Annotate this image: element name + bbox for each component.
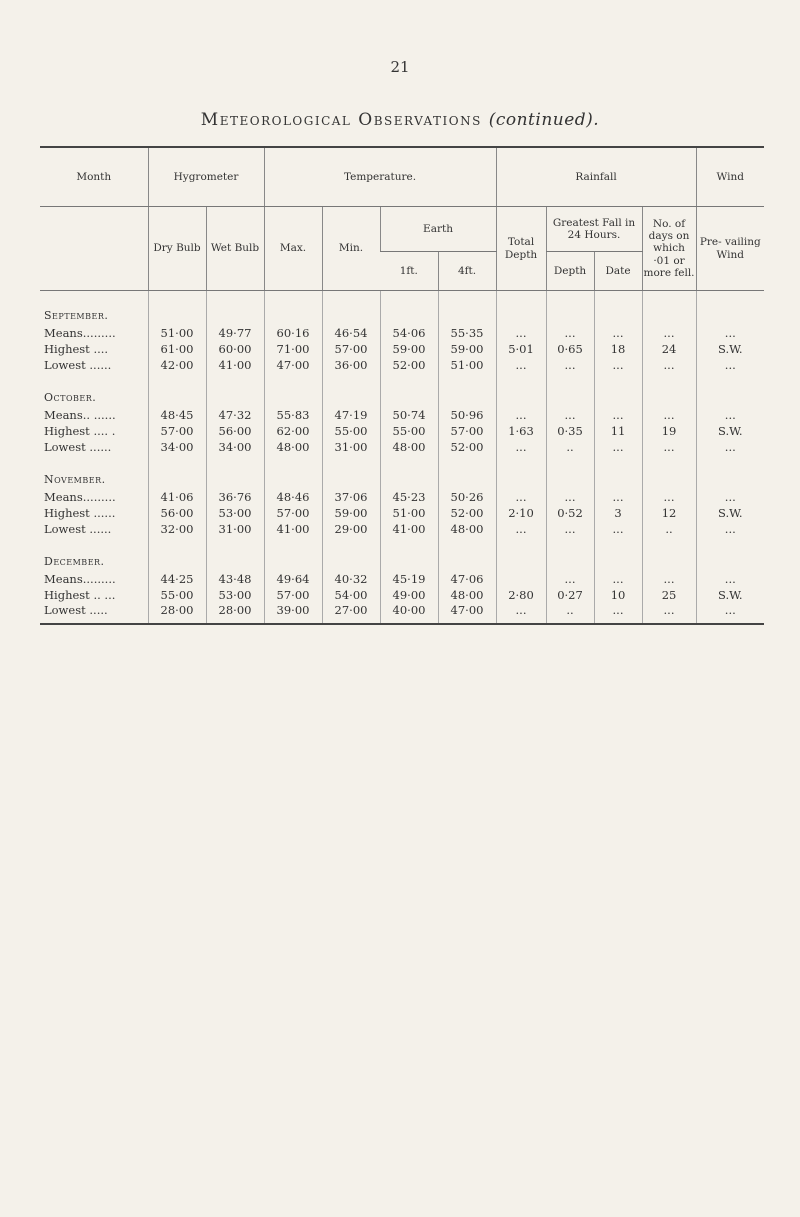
spacer-cell	[148, 537, 206, 545]
empty-cell	[594, 463, 642, 489]
empty-cell	[642, 381, 696, 407]
table-cell: ...	[696, 603, 764, 624]
row-label: Lowest ......	[44, 358, 112, 372]
month-heading-row	[40, 381, 764, 407]
table-cell: S.W.	[696, 341, 764, 357]
empty-cell	[438, 381, 496, 407]
table-cell: 11	[594, 423, 642, 439]
row-label: Highest ....	[44, 342, 109, 356]
table-cell: 47·06	[438, 571, 496, 587]
table-cell: ...	[642, 357, 696, 373]
row-label: Means.........	[44, 490, 116, 504]
empty-cell	[546, 381, 594, 407]
spacer-cell	[642, 455, 696, 463]
table-cell: 3	[594, 505, 642, 521]
empty-cell	[148, 545, 206, 571]
empty-cell	[546, 545, 594, 571]
table-cell: 50·74	[380, 407, 438, 423]
table-cell: ...	[546, 407, 594, 423]
spacer-cell	[594, 455, 642, 463]
table-cell: 44·25	[148, 571, 206, 587]
empty-cell	[206, 545, 264, 571]
table-cell: 56·00	[148, 505, 206, 521]
table-cell: 57·00	[264, 587, 322, 603]
table-cell: 48·00	[264, 439, 322, 455]
table-cell: 53·00	[206, 505, 264, 521]
table-cell: ...	[594, 407, 642, 423]
table-cell: 36·76	[206, 489, 264, 505]
spacer-cell	[438, 455, 496, 463]
table-row	[40, 571, 764, 587]
spacer-cell	[264, 455, 322, 463]
table-cell: ...	[594, 521, 642, 537]
table-cell: 48·45	[148, 407, 206, 423]
table-row	[40, 325, 764, 341]
table-cell: ...	[546, 571, 594, 587]
spacer-row	[40, 373, 764, 381]
spacer-cell	[380, 455, 438, 463]
table-cell: 47·19	[322, 407, 380, 423]
table-cell: 57·00	[322, 341, 380, 357]
empty-cell	[496, 291, 546, 326]
table-cell: 18	[594, 341, 642, 357]
table-cell: 71·00	[264, 341, 322, 357]
header-min: Min.	[322, 207, 380, 291]
header-depth: Depth	[546, 252, 594, 291]
table-row	[40, 505, 764, 521]
empty-cell	[696, 291, 764, 326]
table-cell: ...	[642, 571, 696, 587]
table-cell: 48·00	[438, 521, 496, 537]
table-cell: ...	[642, 439, 696, 455]
header-greatest-fall: Greatest Fall in 24 Hours.	[546, 207, 642, 252]
empty-cell	[438, 545, 496, 571]
spacer-cell	[496, 373, 546, 381]
table-cell: 41·00	[380, 521, 438, 537]
table-row	[40, 521, 764, 537]
table-cell: ...	[696, 325, 764, 341]
spacer-cell	[206, 537, 264, 545]
spacer-cell	[206, 373, 264, 381]
table-cell: 61·00	[148, 341, 206, 357]
table-cell: ...	[546, 489, 594, 505]
table-row	[40, 407, 764, 423]
table-cell: ...	[594, 571, 642, 587]
spacer-cell	[696, 537, 764, 545]
table-cell: 41·00	[264, 521, 322, 537]
table-cell: ...	[496, 357, 546, 373]
empty-cell	[322, 291, 380, 326]
table-row	[40, 341, 764, 357]
empty-cell	[264, 291, 322, 326]
empty-cell	[380, 291, 438, 326]
empty-cell	[594, 381, 642, 407]
spacer-cell	[594, 537, 642, 545]
table-cell: 48·00	[380, 439, 438, 455]
table-cell: ...	[594, 489, 642, 505]
spacer-cell	[438, 537, 496, 545]
table-cell: 51·00	[148, 325, 206, 341]
table-cell: 25	[642, 587, 696, 603]
table-cell: ...	[496, 439, 546, 455]
empty-cell	[380, 381, 438, 407]
table-cell: 19	[642, 423, 696, 439]
table-cell: 57·00	[438, 423, 496, 439]
table-cell: 40·32	[322, 571, 380, 587]
row-label: Means.........	[44, 326, 116, 340]
table-cell: 0·35	[546, 423, 594, 439]
empty-cell	[594, 291, 642, 326]
table-cell: S.W.	[696, 505, 764, 521]
table-cell: 31·00	[322, 439, 380, 455]
table-cell: ...	[642, 603, 696, 624]
empty-cell	[148, 463, 206, 489]
empty-cell	[642, 291, 696, 326]
spacer-cell	[496, 455, 546, 463]
empty-cell	[206, 291, 264, 326]
spacer-cell	[206, 455, 264, 463]
table-cell: 34·00	[206, 439, 264, 455]
spacer-cell	[546, 373, 594, 381]
table-cell: ...	[496, 521, 546, 537]
empty-cell	[642, 545, 696, 571]
table-cell: ..	[546, 603, 594, 624]
table-cell: 49·64	[264, 571, 322, 587]
table-cell: ...	[696, 489, 764, 505]
spacer-cell	[40, 537, 148, 545]
empty-cell	[264, 545, 322, 571]
table-cell: ...	[696, 407, 764, 423]
table-cell: 37·06	[322, 489, 380, 505]
spacer-cell	[496, 537, 546, 545]
spacer-cell	[322, 455, 380, 463]
spacer-cell	[546, 455, 594, 463]
table-cell: 54·06	[380, 325, 438, 341]
header-earth-1ft: 1ft.	[380, 252, 438, 291]
table-cell: ...	[496, 407, 546, 423]
spacer-cell	[322, 373, 380, 381]
empty-cell	[496, 463, 546, 489]
table-cell: ...	[696, 571, 764, 587]
table-cell: 10	[594, 587, 642, 603]
header-hygrometer: Hygrometer	[148, 147, 264, 207]
table-cell: 47·00	[438, 603, 496, 624]
table-cell: S.W.	[696, 423, 764, 439]
table-cell: ...	[594, 603, 642, 624]
spacer-cell	[594, 373, 642, 381]
table-cell: 29·00	[322, 521, 380, 537]
empty-cell	[642, 463, 696, 489]
spacer-cell	[264, 373, 322, 381]
table-cell: ...	[642, 489, 696, 505]
title-text: Meteorological Observations	[200, 110, 482, 130]
table-row	[40, 357, 764, 373]
table-cell: 50·96	[438, 407, 496, 423]
table-cell: ...	[696, 521, 764, 537]
empty-cell	[696, 545, 764, 571]
row-label: Lowest ......	[44, 440, 112, 454]
header-date: Date	[594, 252, 642, 291]
table-cell: 12	[642, 505, 696, 521]
spacer-row	[40, 455, 764, 463]
meteorological-table	[40, 146, 764, 625]
table-cell: 39·00	[264, 603, 322, 624]
table-cell: ...	[546, 521, 594, 537]
table-cell: 42·00	[148, 357, 206, 373]
table-cell: 41·00	[206, 357, 264, 373]
table-cell: ...	[594, 357, 642, 373]
header-temperature: Temperature.	[264, 147, 496, 207]
table-cell: 60·00	[206, 341, 264, 357]
table-cell: ..	[642, 521, 696, 537]
table-row	[40, 423, 764, 439]
table-cell: 52·00	[438, 505, 496, 521]
row-label: Highest .... .	[44, 424, 116, 438]
table-cell: ...	[546, 325, 594, 341]
table-row	[40, 439, 764, 455]
empty-cell	[438, 463, 496, 489]
table-cell: 47·32	[206, 407, 264, 423]
month-name: October.	[44, 390, 97, 404]
empty-cell	[322, 463, 380, 489]
row-label: Lowest .....	[40, 603, 148, 624]
table-row	[40, 489, 764, 505]
spacer-cell	[380, 373, 438, 381]
table-cell: 55·00	[322, 423, 380, 439]
table-cell: 5·01	[496, 341, 546, 357]
table-cell: 59·00	[438, 341, 496, 357]
row-label: Means.........	[44, 572, 116, 586]
table-cell: 54·00	[322, 587, 380, 603]
header-days: No. of days on which ·01 or more fell.	[642, 207, 696, 291]
table-cell: 59·00	[322, 505, 380, 521]
table-row	[40, 587, 764, 603]
table-cell: ...	[642, 325, 696, 341]
spacer-cell	[40, 455, 148, 463]
table-cell: 55·35	[438, 325, 496, 341]
table-cell: 59·00	[380, 341, 438, 357]
empty-cell	[546, 463, 594, 489]
table-cell: ...	[496, 603, 546, 624]
header-earth: Earth	[380, 207, 496, 252]
table-cell: ...	[594, 439, 642, 455]
header-wet-bulb: Wet Bulb	[206, 207, 264, 291]
table-cell: 49·00	[380, 587, 438, 603]
empty-cell	[696, 463, 764, 489]
empty-cell	[322, 381, 380, 407]
spacer-cell	[642, 373, 696, 381]
table-body	[40, 291, 764, 625]
empty-cell	[496, 545, 546, 571]
table-cell: 50·26	[438, 489, 496, 505]
month-name: December.	[44, 554, 105, 568]
table-row	[40, 603, 764, 624]
table-cell: 46·54	[322, 325, 380, 341]
table-cell	[496, 571, 546, 587]
table-cell: 57·00	[148, 423, 206, 439]
table-cell: 52·00	[438, 439, 496, 455]
table-cell: 32·00	[148, 521, 206, 537]
header-dry-bulb: Dry Bulb	[148, 207, 206, 291]
table-cell: 31·00	[206, 521, 264, 537]
empty-cell	[380, 545, 438, 571]
month-name: September.	[44, 308, 109, 322]
header-month-blank	[40, 207, 148, 291]
table-cell: 40·00	[380, 603, 438, 624]
table-cell: ...	[496, 325, 546, 341]
spacer-cell	[438, 373, 496, 381]
table-cell: 43·48	[206, 571, 264, 587]
table-cell: 51·00	[380, 505, 438, 521]
empty-cell	[148, 291, 206, 326]
table-cell: 48·46	[264, 489, 322, 505]
table-cell: 28·00	[148, 603, 206, 624]
table-cell: 57·00	[264, 505, 322, 521]
row-label: Highest ......	[44, 506, 116, 520]
table-cell: 45·23	[380, 489, 438, 505]
table-cell: 55·00	[148, 587, 206, 603]
table-cell: 56·00	[206, 423, 264, 439]
month-heading-row	[40, 463, 764, 489]
empty-cell	[438, 291, 496, 326]
table-cell: ...	[642, 407, 696, 423]
empty-cell	[380, 463, 438, 489]
header-rainfall: Rainfall	[496, 147, 696, 207]
header-month: Month	[40, 147, 148, 207]
month-name: November.	[44, 472, 106, 486]
table-cell: 24	[642, 341, 696, 357]
row-label: Means.. ......	[44, 408, 116, 422]
spacer-cell	[322, 537, 380, 545]
table-cell: ..	[546, 439, 594, 455]
header-prevailing-wind: Pre- vailing Wind	[696, 207, 764, 291]
table-cell: ...	[496, 489, 546, 505]
table-cell: 27·00	[322, 603, 380, 624]
title-suffix: (continued).	[488, 110, 600, 130]
row-label: Highest .. ...	[44, 588, 116, 602]
spacer-cell	[148, 455, 206, 463]
header-earth-4ft: 4ft.	[438, 252, 496, 291]
spacer-cell	[546, 537, 594, 545]
table-cell: ...	[594, 325, 642, 341]
empty-cell	[594, 545, 642, 571]
table-cell: 55·83	[264, 407, 322, 423]
month-heading-row	[40, 545, 764, 571]
spacer-cell	[148, 373, 206, 381]
spacer-cell	[642, 537, 696, 545]
table-cell: 28·00	[206, 603, 264, 624]
table-cell: 53·00	[206, 587, 264, 603]
table-cell: 1·63	[496, 423, 546, 439]
empty-cell	[496, 381, 546, 407]
table-cell: 41·06	[148, 489, 206, 505]
table-cell: 36·00	[322, 357, 380, 373]
table-cell: 34·00	[148, 439, 206, 455]
month-heading-row	[40, 291, 764, 326]
spacer-cell	[696, 373, 764, 381]
table-cell: 2·80	[496, 587, 546, 603]
empty-cell	[696, 381, 764, 407]
table-cell: 51·00	[438, 357, 496, 373]
page-title	[0, 110, 800, 130]
table-cell: 62·00	[264, 423, 322, 439]
empty-cell	[206, 463, 264, 489]
empty-cell	[264, 381, 322, 407]
spacer-row	[40, 537, 764, 545]
spacer-cell	[40, 373, 148, 381]
header-total-depth: Total Depth	[496, 207, 546, 291]
table-cell: 55·00	[380, 423, 438, 439]
spacer-cell	[264, 537, 322, 545]
table-cell: 45·19	[380, 571, 438, 587]
table-cell: 52·00	[380, 357, 438, 373]
table-cell: 60·16	[264, 325, 322, 341]
empty-cell	[206, 381, 264, 407]
table-cell: ...	[696, 357, 764, 373]
table-cell: 0·27	[546, 587, 594, 603]
spacer-cell	[696, 455, 764, 463]
table-cell: 0·52	[546, 505, 594, 521]
table-cell: 47·00	[264, 357, 322, 373]
spacer-cell	[380, 537, 438, 545]
table-cell: ...	[696, 439, 764, 455]
empty-cell	[322, 545, 380, 571]
table-cell: 2·10	[496, 505, 546, 521]
empty-cell	[546, 291, 594, 326]
table-cell: 0·65	[546, 341, 594, 357]
row-label: Lowest ......	[44, 522, 112, 536]
empty-cell	[264, 463, 322, 489]
header-max: Max.	[264, 207, 322, 291]
header-wind: Wind	[696, 147, 764, 207]
table-cell: 49·77	[206, 325, 264, 341]
page-number: 21	[390, 58, 410, 76]
table-cell: ...	[546, 357, 594, 373]
empty-cell	[148, 381, 206, 407]
table-cell: 48·00	[438, 587, 496, 603]
table-cell: S.W.	[696, 587, 764, 603]
